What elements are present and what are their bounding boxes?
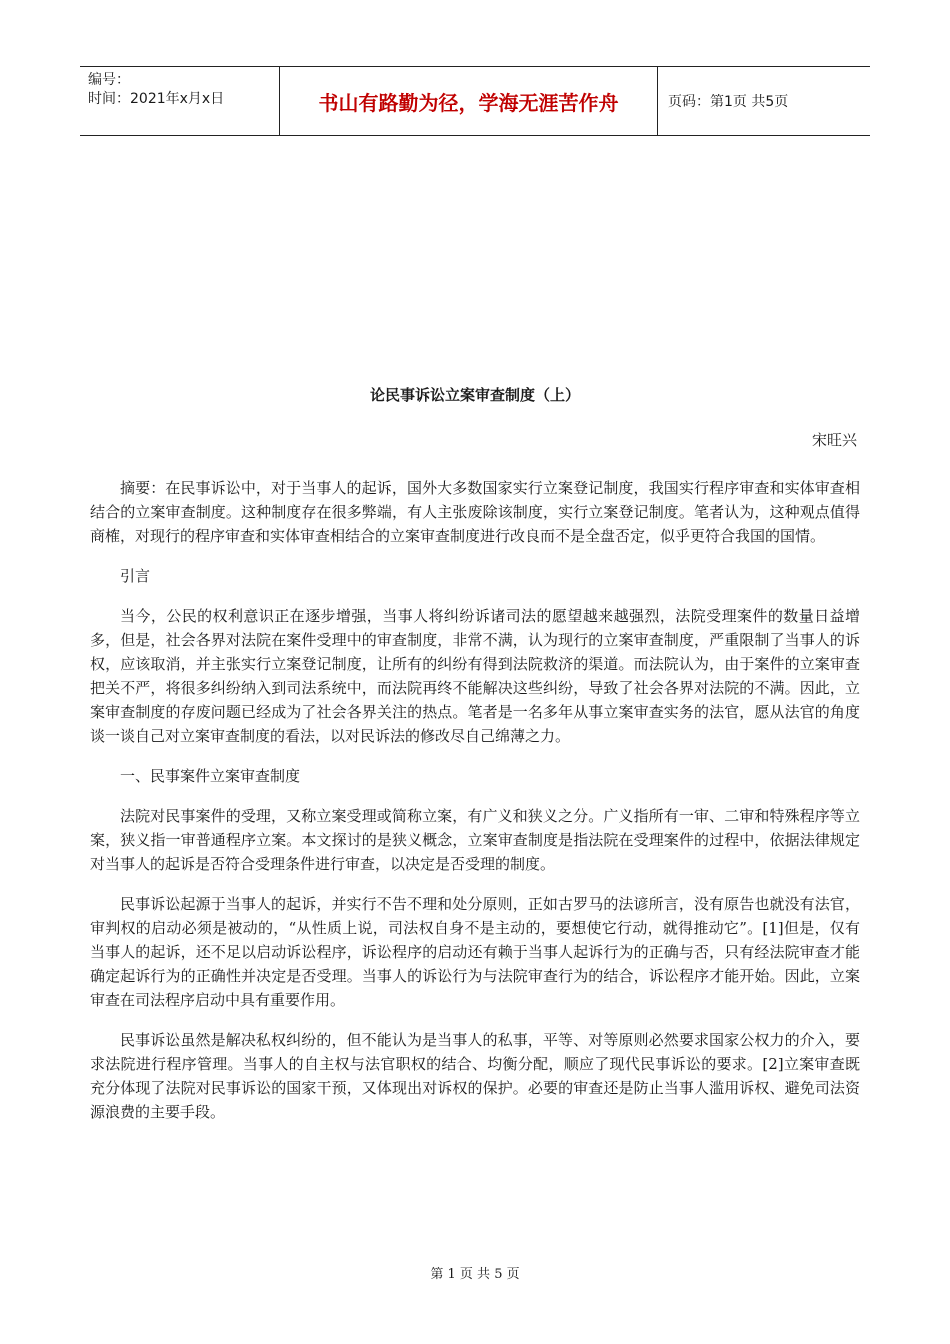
header-page-code: 页码：第1页 共5页 <box>668 94 789 110</box>
abstract-paragraph: 摘要：在民事诉讼中，对于当事人的起诉，国外大多数国家实行立案登记制度，我国实行程序审查和实体审查相结合的立案审查制度。这种制度存在很多弊端，有人主张废除该制度，实行立案登记制度。笔者认为，这种观点值得商榷，对现行的程序审查和实体审查相结合的立案审查制度进行改良而不是全盘否定，似乎更符合我国的国情。 <box>90 479 860 545</box>
body-paragraph: 民事诉讼虽然是解决私权纠纷的，但不能认为是当事人的私事，平等、对等原则必然要求国家公权力的介入，要求法院进行程序管理。当事人的自主权与法官职权的结合、均衡分配，顺应了现代民事诉讼的要求。[2]立案审查既充分体现了法院对民事诉讼的国家干预，又体现出对诉权的保护。必要的审查还是防止当事人滥用诉权、避免司法资源浪费的主要手段。 <box>90 1031 860 1121</box>
page-header <box>80 66 870 136</box>
body-paragraph: 法院对民事案件的受理，又称立案受理或简称立案，有广义和狭义之分。广义指所有一审、二审和特殊程序等立案，狭义指一审普通程序立案。本文探讨的是狭义概念，立案审查制度是指法院在受理案件的过程中，依据法律规定对当事人的起诉是否符合受理条件进行审查，以决定是否受理的制度。 <box>90 807 860 873</box>
document-title: 论民事诉讼立案审查制度（上） <box>369 386 580 404</box>
section-heading-1: 一、民事案件立案审查制度 <box>120 767 301 785</box>
document-author: 宋旺兴 <box>811 431 857 449</box>
header-date: 时间：2021年x月x日 <box>88 91 225 107</box>
body-paragraph: 民事诉讼起源于当事人的起诉，并实行不告不理和处分原则，正如古罗马的法谚所言，没有原告也就没有法官，审判权的启动必须是被动的，“从性质上说，司法权自身不是主动的，要想使它行动，就得推动它”。[1]但是，仅有当事人的起诉，还不足以启动诉讼程序，诉讼程序的启动还有赖于当事人起诉行为的正确与否，只有经法院审查才能确定起诉行为的正确性并决定是否受理。当事人的诉讼行为与法院审查行为的结合，诉讼程序才能开始。因此，立案审查在司法程序启动中具有重要作用。 <box>90 895 860 1009</box>
section-heading-intro: 引言 <box>120 567 151 585</box>
body-paragraph: 当今，公民的权利意识正在逐步增强，当事人将纠纷诉诸司法的愿望越来越强烈，法院受理案件的数量日益增多，但是，社会各界对法院在案件受理中的审查制度，非常不满，认为现行的立案审查制度，严重限制了当事人的诉权，应该取消，并主张实行立案登记制度，让所有的纠纷有得到法院救济的渠道。而法院认为，由于案件的立案审查把关不严，将很多纠纷纳入到司法系统中，而法院再终不能解决这些纠纷，导致了社会各界对法院的不满。因此，立案审查制度的存废问题已经成为了社会各界关注的热点。笔者是一名多年从事立案审查实务的法官，愿从法官的角度谈一谈自己对立案审查制度的看法，以对民诉法的修改尽自己绵薄之力。 <box>90 607 860 745</box>
page-footer: 第 1 页 共 5 页 <box>430 1267 520 1282</box>
document-body <box>90 476 860 1140</box>
header-motto: 书山有路勤为径，学海无涯苦作舟 <box>280 67 658 135</box>
header-meta <box>80 67 280 135</box>
header-number: 编号： <box>88 72 130 88</box>
